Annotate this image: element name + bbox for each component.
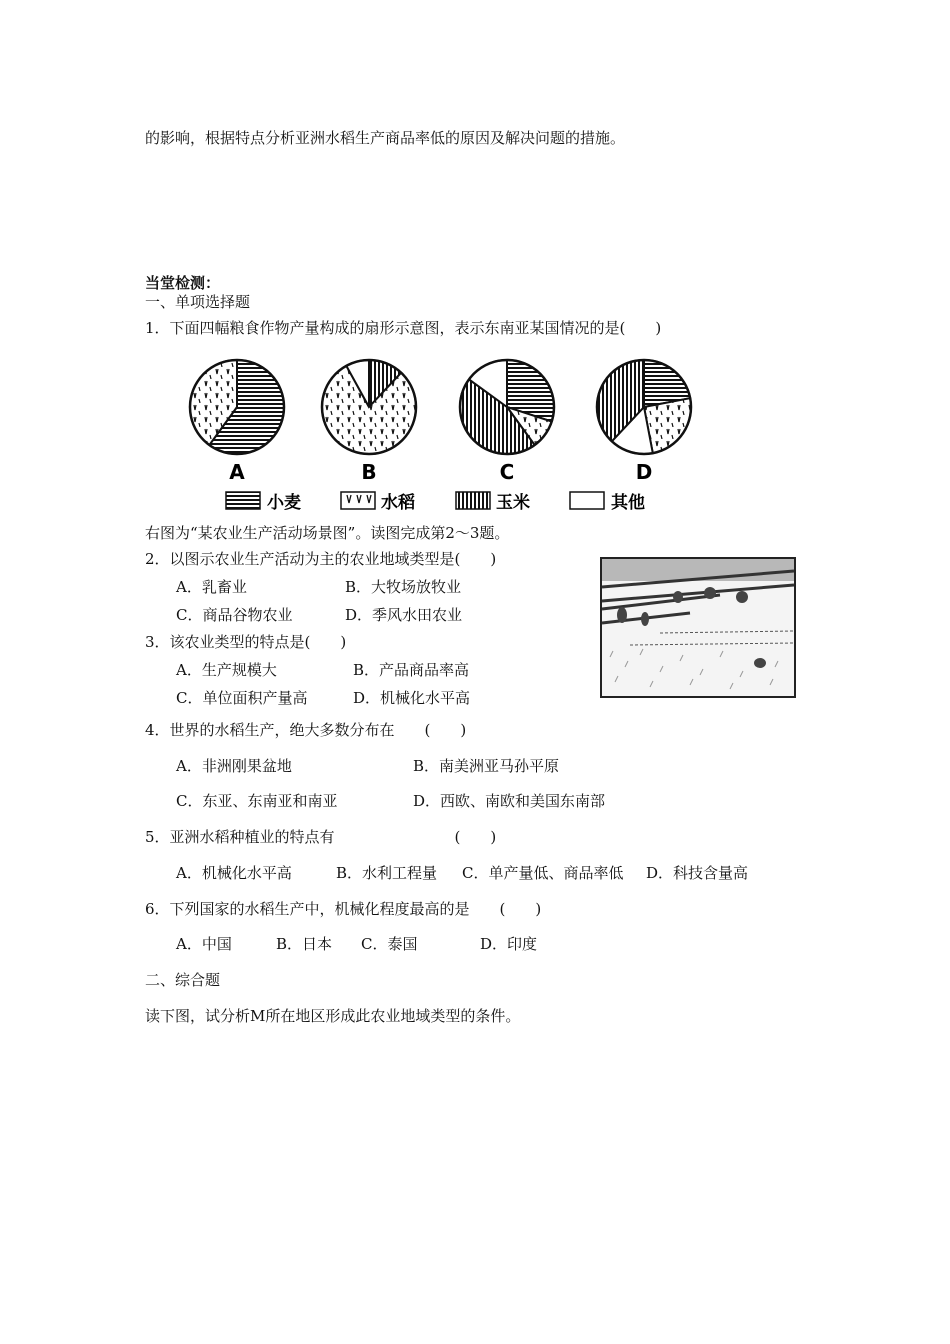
- q6-option-c: C．泰国: [361, 935, 418, 953]
- pie-label-c: C: [499, 460, 515, 484]
- legend-wheat-swatch: [226, 492, 260, 509]
- legend-other-label: 其他: [611, 493, 645, 513]
- q2-option-b: B．大牧场放牧业: [345, 578, 462, 596]
- q5-text: 5．亚洲水稻种植业的特点有 ( ): [145, 828, 497, 846]
- q3-option-a: A．生产规模大: [176, 661, 277, 679]
- q2-option-d: D．季风水田农业: [345, 606, 463, 624]
- pie-charts-figure: [170, 355, 710, 520]
- q4-option-b: B．南美洲亚马孙平原: [413, 757, 560, 775]
- intro-line: 的影响，根据特点分析亚洲水稻生产商品率低的原因及解决问题的措施。: [145, 129, 626, 147]
- pie-label-a: A: [229, 460, 245, 484]
- q4-option-c: C．东亚、东南亚和南亚: [176, 792, 338, 810]
- q6-text: 6．下列国家的水稻生产中，机械化程度最高的是 ( ): [145, 900, 542, 918]
- q6-option-d: D．印度: [480, 935, 538, 953]
- q4-text: 4．世界的水稻生产，绝大多数分布在 ( ): [145, 721, 467, 739]
- q5-option-b: B．水利工程量: [336, 864, 438, 882]
- section-title: 当堂检测：: [145, 274, 221, 292]
- q3-text: 3．该农业类型的特点是( ): [145, 633, 347, 651]
- legend-corn-swatch: [456, 492, 490, 509]
- legend-other-swatch: [570, 492, 604, 509]
- part1-title: 一、单项选择题: [145, 293, 251, 311]
- pies-group: [190, 360, 691, 454]
- q4-option-a: A．非洲刚果盆地: [176, 757, 292, 775]
- part2-title: 二、综合题: [145, 971, 221, 989]
- legend-corn-label: 玉米: [496, 493, 530, 513]
- q3-option-c: C．单位面积产量高: [176, 689, 308, 707]
- q7-text: 读下图，试分析M所在地区形成此农业地域类型的条件。: [145, 1007, 521, 1025]
- q2-option-c: C．商品谷物农业: [176, 606, 293, 624]
- legend-rice-label: 水稻: [381, 493, 415, 513]
- rice-paddy-photo: [600, 557, 796, 698]
- q4-option-d: D．西欧、南欧和美国东南部: [413, 792, 606, 810]
- q1-text: 1．下面四幅粮食作物产量构成的扇形示意图，表示东南亚某国情况的是( ): [145, 319, 662, 337]
- q2-intro: 右图为“某农业生产活动场景图”。读图完成第2～3题。: [145, 524, 510, 542]
- q2-text: 2．以图示农业生产活动为主的农业地域类型是( ): [145, 550, 497, 568]
- q6-option-b: B．日本: [276, 935, 333, 953]
- pie-label-b: B: [361, 460, 377, 484]
- q3-option-d: D．机械化水平高: [353, 689, 471, 707]
- q5-option-d: D．科技含量高: [646, 864, 749, 882]
- pie-label-d: D: [635, 460, 653, 484]
- legend-wheat-label: 小麦: [267, 493, 301, 513]
- q5-option-c: C．单产量低、商品率低: [462, 864, 624, 882]
- q3-option-b: B．产品商品率高: [353, 661, 470, 679]
- q5-option-a: A．机械化水平高: [176, 864, 292, 882]
- q2-option-a: A．乳畜业: [176, 578, 247, 596]
- q6-option-a: A．中国: [176, 935, 232, 953]
